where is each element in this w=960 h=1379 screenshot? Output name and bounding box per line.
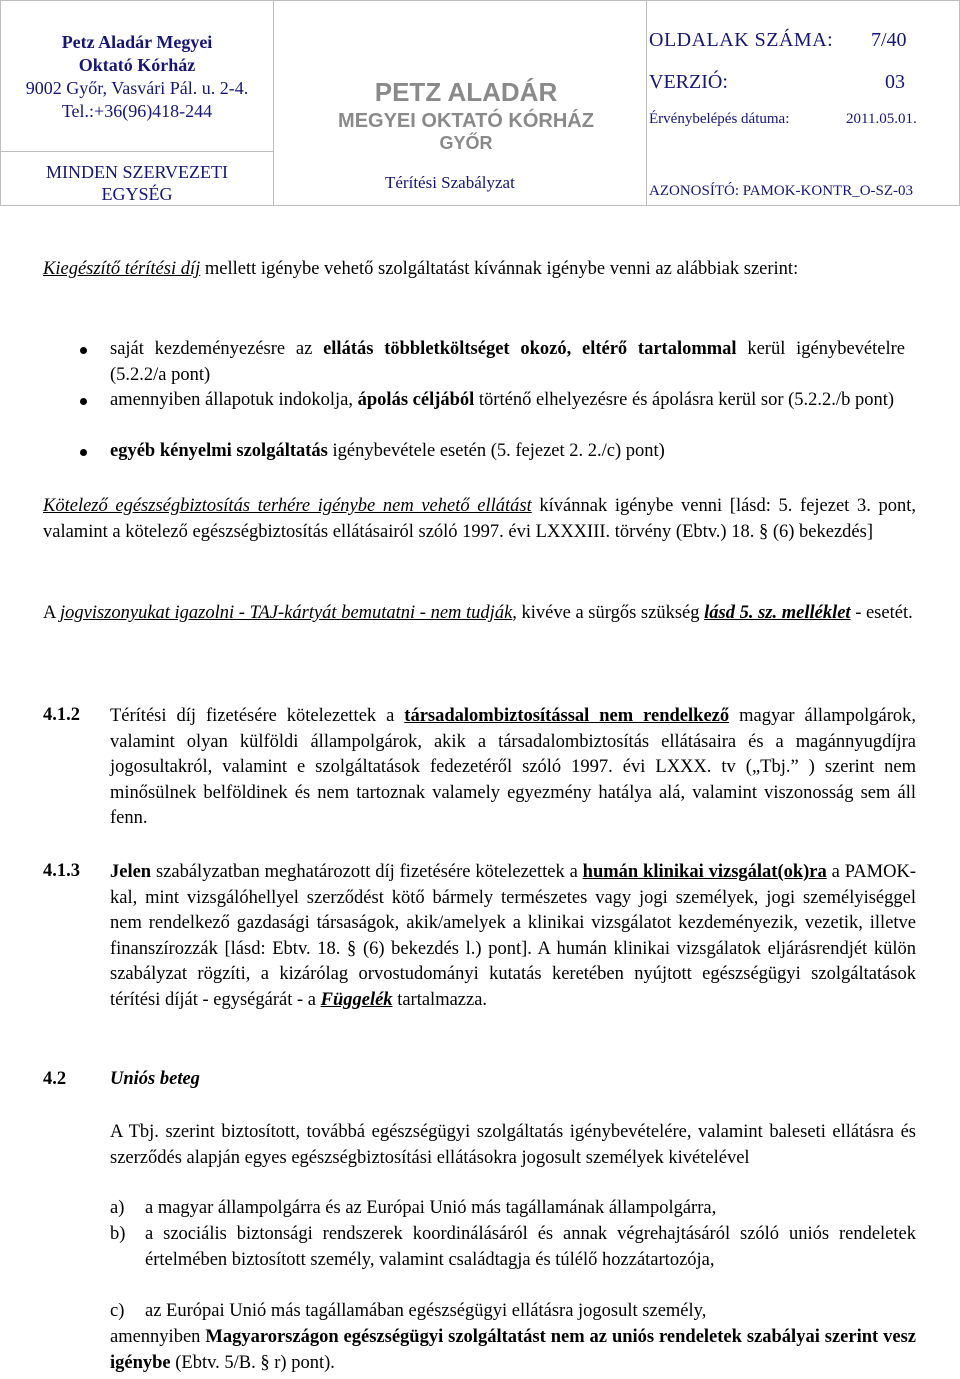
list-item-a: a magyar állampolgárra és az Európai Unió más tagállamának állampolgárra, [145, 1198, 717, 1218]
bullet-item-comfort-service [110, 439, 905, 465]
text-bold: Magyarországon egészségügyi szolgáltatást nem az uniós rendeletek szabályai szerint vesz igénybe [110, 1327, 916, 1373]
bullet-icon [80, 398, 87, 405]
text-run: Térítési díj fizetésére kötelezettek a [110, 706, 405, 726]
org-type: Oktató Kórház [78, 55, 196, 75]
header-divider [646, 1, 647, 205]
bullet-icon [80, 449, 87, 456]
text-run: amennyiben [110, 1327, 206, 1347]
text-run: , kivéve a sürgős szükség [512, 603, 705, 623]
term-non-insured-care: Kötelező egészségbiztosítás terhére igénybe nem vehető ellátást [43, 496, 532, 516]
effective-date-value: 2011.05.01. [846, 111, 917, 127]
bullet-item-own-initiative [110, 337, 905, 388]
text-run: igénybevétele esetén (5. fejezet 2. 2./c) pont) [327, 441, 665, 461]
pages-label: OLDALAK SZÁMA: [649, 29, 834, 51]
term-supplementary-fee: Kiegészítő térítési díj [43, 259, 201, 279]
org-name: Petz Aladár Megyei [61, 32, 213, 52]
text-run: - esetét. [850, 603, 913, 623]
hospital-address-block [1, 31, 273, 123]
unit-line-2: EGYSÉG [101, 184, 173, 204]
org-phone: Tel.:+36(96)418-244 [61, 101, 213, 121]
logo-text-line1: PETZ ALADÁR [374, 77, 558, 107]
document-id: AZONOSÍTÓ: PAMOK-KONTR_O-SZ-03 [649, 183, 914, 199]
text-run: a PAMOK-kal, mint vizsgálóhellyel szerződést kötő bármely természetes vagy jogi személyek, jogi személyiséggel nem rendelkező gazdasági társaságok, akik/amelyek a klinikai vizsgálatot kezdeményezik, vezetik, illetve finanszírozzák [lásd: Ebtv. 18. § (6) bekezdés l.) pont]. A humán klinikai vizsgálatok eljárásrendjét külön szabályzat rögzíti, a kizárólag orvostudományi kutatás keretében nyújtott egészségügyi szolgáltatások térítési díját - egységárát - a [110, 862, 916, 1010]
effective-date-label: Érvénybelépés dátuma: [649, 111, 790, 127]
text-run: saját kezdeményezésre az [110, 339, 324, 359]
section-title-eu-patient: Uniós beteg [110, 1069, 200, 1089]
document-header [0, 0, 960, 206]
section-number-4-1-3: 4.1.3 [43, 861, 80, 881]
logo-text-line3: GYŐR [439, 133, 493, 153]
unit-line-1: MINDEN SZERVEZETI [45, 162, 229, 182]
list-label-c: c) [110, 1301, 125, 1321]
hospital-logo [301, 63, 631, 155]
section-4-2-intro: A Tbj. szerint biztosított, továbbá egészségügyi szolgáltatás igénybevételére, valamint baleseti ellátásra és szerződés alapján egyes egészségbiztosítási ellátásokra jogosult személyek kivételével [110, 1122, 916, 1168]
section-number-4-2: 4.2 [43, 1069, 67, 1089]
bullet-icon [80, 347, 87, 354]
organizational-unit [1, 161, 273, 205]
header-divider [1, 151, 273, 152]
text-run: kívánnak igénybe venni [lásd: 5. fejezet 3. pont, valamint a kötelező egészségbiztosítás ellátásairól szóló 1997. évi LXXXIII. törvény (Ebtv.) 18. § (6) bekezdés] [43, 496, 916, 542]
text-run: (Ebtv. 5/B. § r) pont). [170, 1352, 335, 1373]
section-number-4-1-2: 4.1.2 [43, 705, 80, 725]
text-bold: egyéb kényelmi szolgáltatás [110, 441, 328, 461]
text-bold-underlined: társadalombiztosítással nem rendelkező [404, 706, 730, 726]
text-run: A [43, 603, 60, 623]
list-item-b: a szociális biztonsági rendszerek koordinálásáról és annak végrehajtásáról szóló uniós rendeletek értelmében biztosított személy, valamint családtagja és túlélő hozzátartozója, [145, 1224, 916, 1270]
text-run: mellett igénybe vehető szolgáltatást kívánnak igénybe venni az alábbiak szerint: [200, 259, 799, 279]
text-run: tartalmazza. [392, 989, 488, 1010]
link-appendix: Függelék [320, 989, 393, 1010]
bullet-item-nursing [110, 388, 905, 414]
section-4-1-3-text [110, 860, 916, 1013]
paragraph-no-taj-card [43, 601, 916, 627]
text-run: magyar állampolgárok, valamint olyan külföldi állampolgárok, akik a társadalombiztosítás ellátásaira és a magánnyugdíjra jogosultakról, valamint e szolgáltatások fedezetéről szóló 1997. évi LXXX. tv („Tbj.” ) szerint nem minősülnek belföldinek és nem tartoznak valamely egyezmény hatálya alá, valamint viszonosság sem áll fenn. [110, 706, 917, 828]
paragraph-supplementary-fee [43, 257, 916, 283]
text-run: kerül igénybevételre (5.2.2/a pont) [110, 339, 906, 385]
paragraph-non-insured-care [43, 494, 916, 545]
text-bold: Jelen [110, 862, 152, 882]
section-4-1-2-text [110, 704, 916, 832]
text-bold: ellátás többletköltséget okozó, eltérő tartalommal [323, 339, 737, 359]
document-title: Térítési Szabályzat [385, 173, 515, 192]
list-item-c-continuation [110, 1325, 916, 1376]
version-label: VERZIÓ: [649, 71, 728, 93]
logo-text-line2: MEGYEI OKTATÓ KÓRHÁZ [338, 110, 594, 132]
text-run: történő elhelyezésre és ápolásra kerül sor (5.2.2./b pont) [474, 390, 894, 410]
pages-value: 7/40 [871, 29, 907, 51]
link-annex-5: lásd 5. sz. melléklet [704, 603, 851, 623]
term-no-taj-card: jogviszonyukat igazolni - TAJ-kártyát bemutatni - nem tudják [59, 603, 513, 623]
list-label-a: a) [110, 1198, 125, 1218]
header-divider [273, 1, 274, 205]
text-run: amennyiben állapotuk indokolja, [110, 390, 358, 410]
version-value: 03 [885, 71, 905, 93]
list-label-b: b) [110, 1224, 126, 1244]
org-address: 9002 Győr, Vasvári Pál. u. 2-4. [25, 78, 249, 98]
text-run: szabályzatban meghatározott díj fizetésére kötelezettek a [151, 862, 583, 882]
text-bold-underlined: humán klinikai vizsgálat(ok)ra [582, 862, 827, 882]
text-bold: ápolás céljából [357, 390, 475, 410]
list-item-c: az Európai Unió más tagállamában egészségügyi ellátásra jogosult személy, [145, 1301, 707, 1321]
